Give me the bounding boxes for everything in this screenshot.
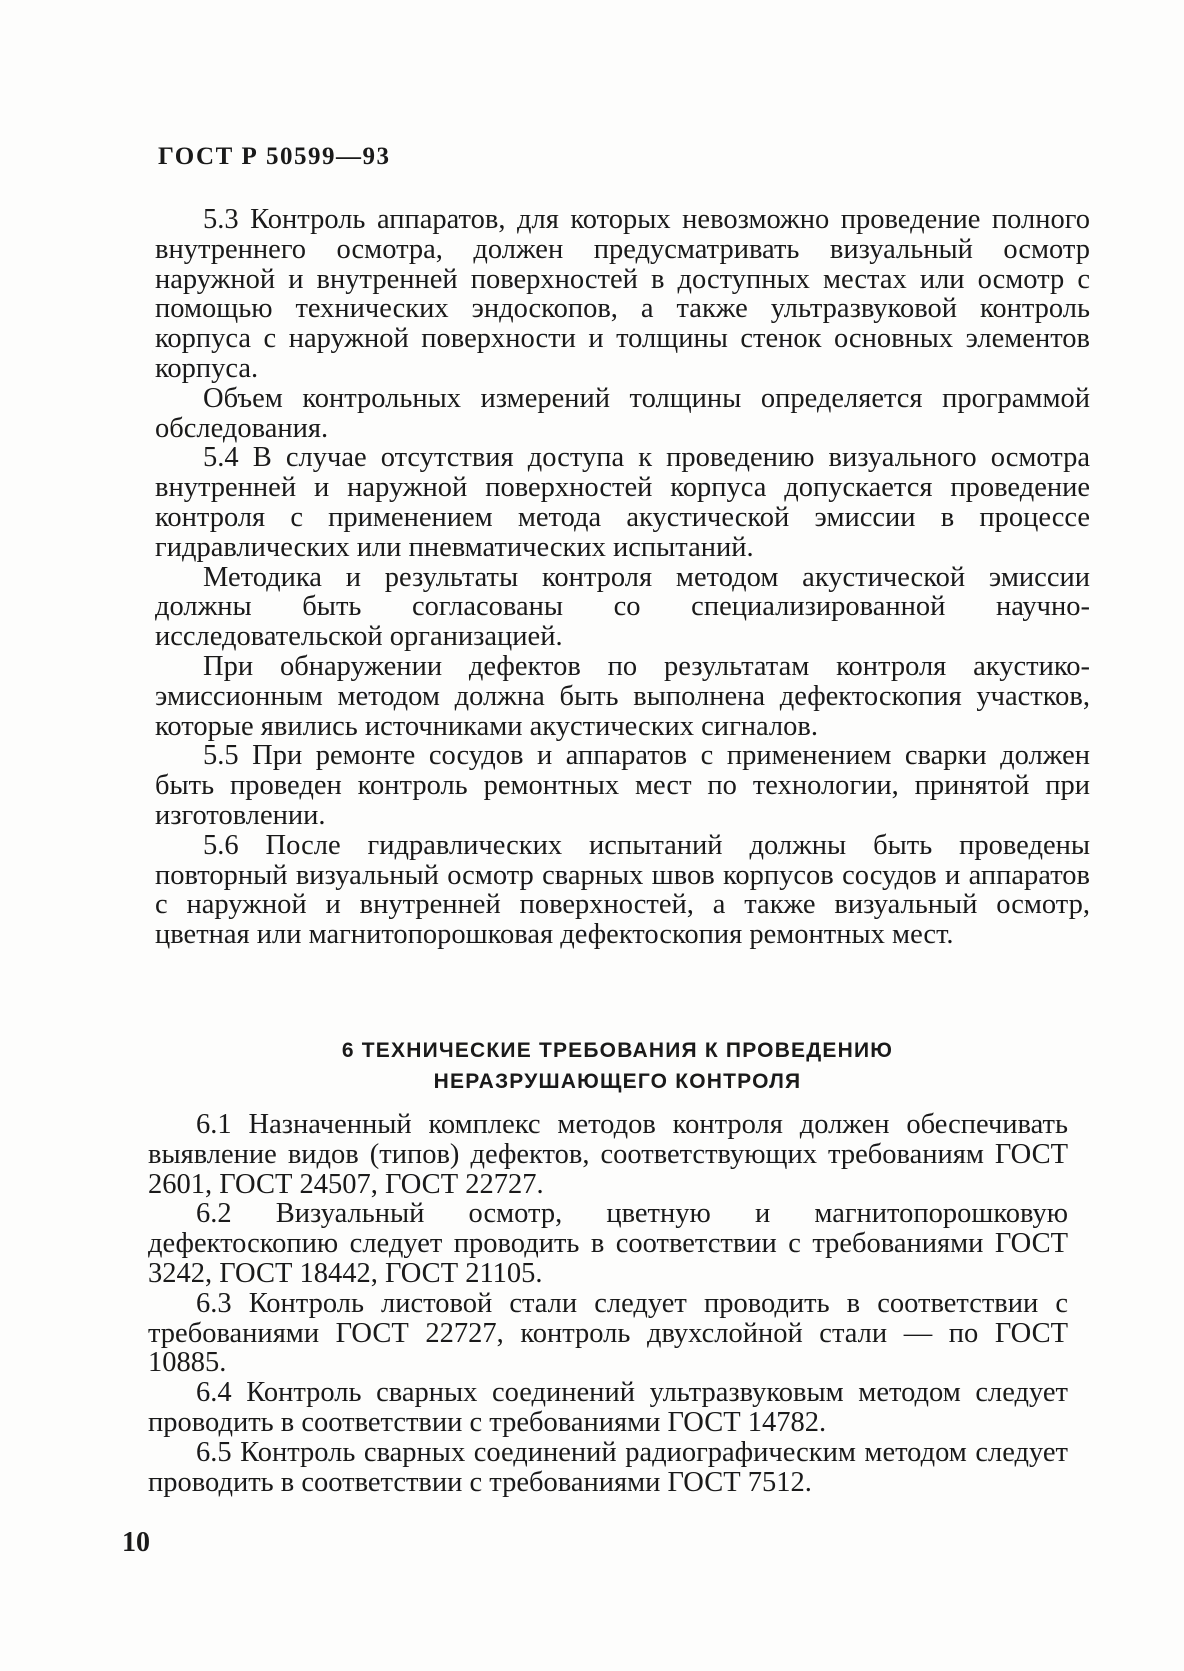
paragraph-5-6: 5.6 После гидравлических испытаний должны быть проведены повторный визуальный осмотр сварных швов корпусов сосудов и аппаратов с наружной и внутренней поверхностей, а также визуальный осмотр, цветная или магнитопорошковая дефектоскопия ремонтных мест. — [155, 829, 1090, 951]
paragraph-6-5: 6.5 Контроль сварных соединений радиографическим методом следует проводить в соответствии с требованиями ГОСТ 7512. — [148, 1436, 1068, 1498]
section-6-heading-line1: 6 ТЕХНИЧЕСКИЕ ТРЕБОВАНИЯ К ПРОВЕДЕНИЮ — [341, 1039, 894, 1062]
paragraph-5-4-defects: При обнаружении дефектов по результатам контроля акустико-эмиссионным методом должна быть выполнена дефектоскопия участков, которые явились источниками акустических сигналов. — [155, 650, 1090, 742]
paragraph-5-3-volume: Объем контрольных измерений толщины определяется программой обследования. — [155, 382, 1090, 444]
paragraph-5-4-method: Методика и результаты контроля методом акустической эмиссии должны быть согласованы со специализированной научно-исследовательской организацией. — [155, 561, 1090, 653]
running-header: ГОСТ Р 50599—93 — [158, 143, 391, 170]
paragraph-5-4: 5.4 В случае отсутствия доступа к проведению визуального осмотра внутренней и наружной поверхностей корпуса допускается проведение контроля с применением метода акустической эмиссии в процессе гидравлических или пневматических испытаний. — [155, 442, 1090, 563]
paragraph-5-3: 5.3 Контроль аппаратов, для которых невозможно проведение полного внутреннего осмотра, должен предусматривать визуальный осмотр наружной и внутренней поверхностей в доступных местах или осмотр с помощью технических эндоскопов, а также ультразвуковой контроль корпуса с наружной поверхности и толщины стенок основных элементов корпуса. — [155, 204, 1090, 384]
section-6-heading — [160, 1035, 1075, 1097]
paragraph-6-1: 6.1 Назначенный комплекс методов контроля должен обеспечивать выявление видов (типов) дефектов, соответствующих требованиям ГОСТ 2601, ГОСТ 24507, ГОСТ 22727. — [148, 1109, 1068, 1200]
page-number: 10 — [122, 1527, 150, 1558]
paragraph-6-2: 6.2 Визуальный осмотр, цветную и магнитопорошковую дефектоскопию следует проводить в соответствии с требованиями ГОСТ 3242, ГОСТ 18442, ГОСТ 21105. — [148, 1198, 1068, 1289]
paragraph-5-5: 5.5 При ремонте сосудов и аппаратов с применением сварки должен быть проведен контроль ремонтных мест по технологии, принятой при изготовлении. — [155, 740, 1090, 831]
section-6-text — [148, 1110, 1068, 1497]
paragraph-6-3: 6.3 Контроль листовой стали следует проводить в соответствии с требованиями ГОСТ 22727, контроль двухслойной стали — по ГОСТ 10885. — [148, 1287, 1068, 1379]
section-5-text — [155, 205, 1090, 950]
paragraph-6-4: 6.4 Контроль сварных соединений ультразвуковым методом следует проводить в соответствии с требованиями ГОСТ 14782. — [148, 1377, 1068, 1438]
section-6-heading-line2: НЕРАЗРУШАЮЩЕГО КОНТРОЛЯ — [433, 1070, 802, 1093]
